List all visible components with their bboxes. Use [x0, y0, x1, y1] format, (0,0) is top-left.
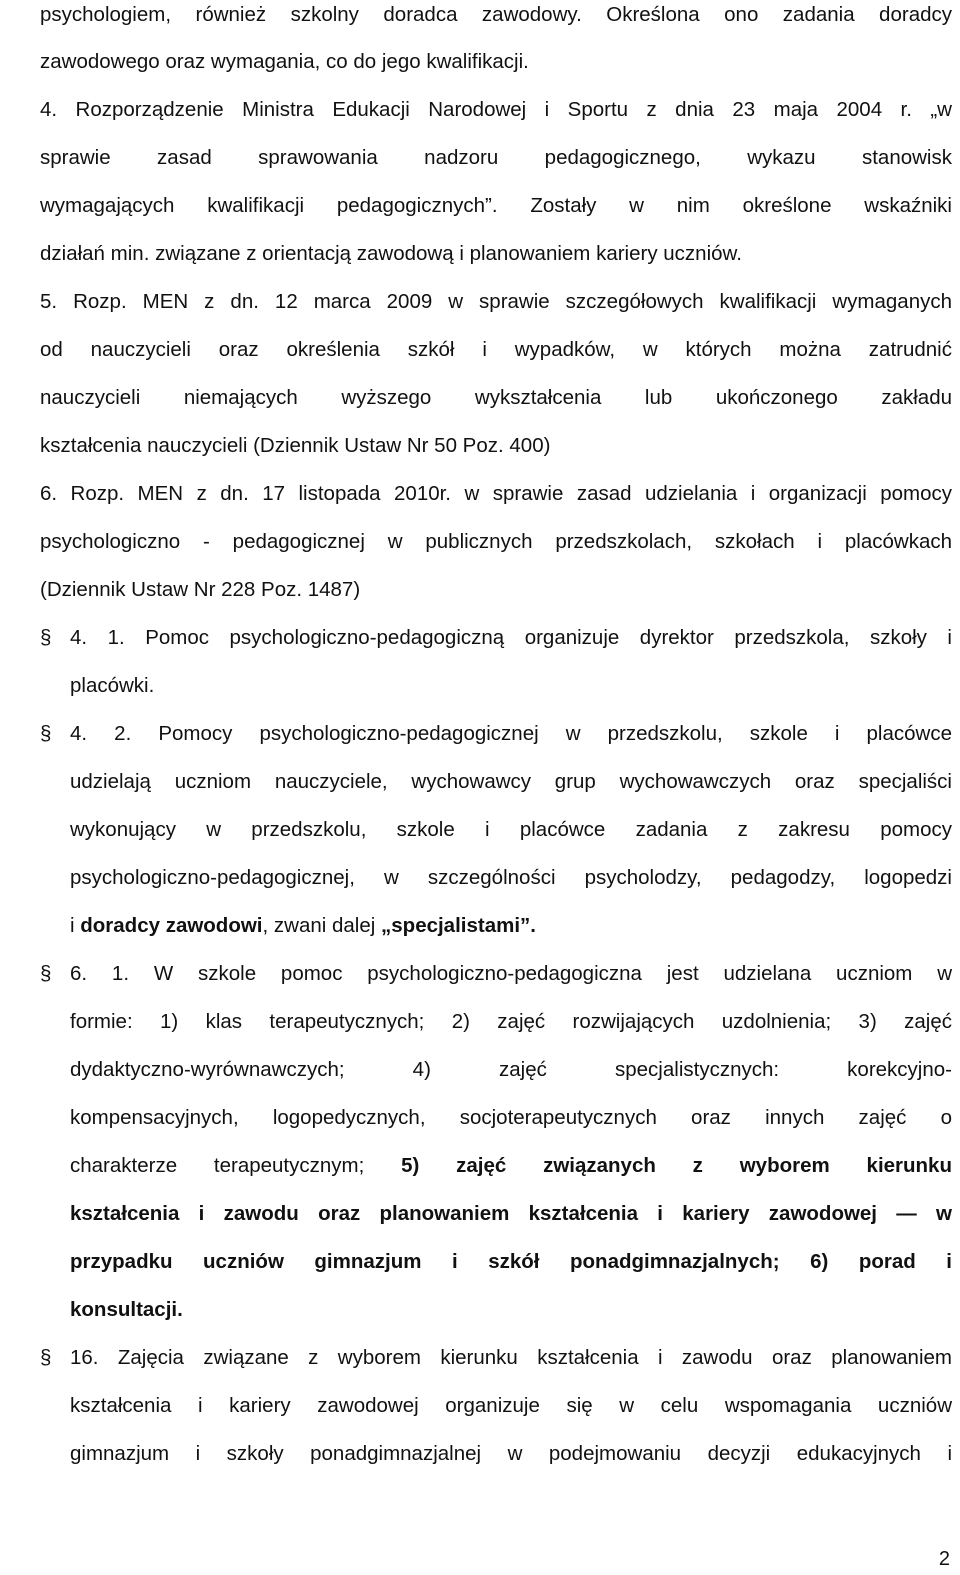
text-line: 16. Zajęcia związane z wyborem kierunku kształcenia i zawodu oraz planowaniem	[70, 1346, 952, 1369]
text-run: charakterze terapeutycznym;	[70, 1154, 402, 1177]
text-line: wymagających kwalifikacji pedagogicznych”. Zostały w nim określone wskaźniki	[40, 194, 952, 217]
text-line: kompensacyjnych, logopedycznych, socjoterapeutycznych oraz innych zajęć o	[70, 1106, 952, 1129]
section-sign: §	[40, 722, 52, 745]
text-line: placówki.	[70, 674, 155, 697]
text-line: formie: 1) klas terapeutycznych; 2) zajęć rozwijających uzdolnienia; 3) zajęć	[70, 1010, 952, 1033]
page-number: 2	[938, 1548, 950, 1570]
bold-text-line: konsultacji.	[70, 1298, 183, 1321]
text-line: gimnazjum i szkoły ponadgimnazjalnej w podejmowaniu decyzji edukacyjnych i	[70, 1442, 952, 1465]
text-line: 5. Rozp. MEN z dn. 12 marca 2009 w sprawie szczegółowych kwalifikacji wymaganych	[40, 290, 952, 313]
text-line: udzielają uczniom nauczyciele, wychowawcy grup wychowawczych oraz specjaliści	[70, 770, 952, 793]
text-line	[70, 1151, 952, 1181]
text-line: kształcenia i kariery zawodowej organizuje się w celu wspomagania uczniów	[70, 1394, 952, 1417]
text-line: psychologiczno - pedagogicznej w publicznych przedszkolach, szkołach i placówkach	[40, 530, 952, 553]
text-line: wykonujący w przedszkolu, szkole i placówce zadania z zakresu pomocy	[70, 818, 952, 841]
text-line: dydaktyczno-wyrównawczych; 4) zajęć specjalistycznych: korekcyjno-	[70, 1058, 952, 1081]
text-line: (Dziennik Ustaw Nr 228 Poz. 1487)	[40, 578, 361, 601]
text-run: , zwani dalej	[262, 914, 382, 937]
bold-text-line: przypadku uczniów gimnazjum i szkół ponadgimnazjalnych; 6) porad i	[70, 1250, 952, 1273]
bold-text-line: kształcenia i zawodu oraz planowaniem kształcenia i kariery zawodowej — w	[70, 1202, 952, 1225]
bold-text-run: „specjalistami”.	[381, 914, 536, 937]
text-line: od nauczycieli oraz określenia szkół i wypadków, w których można zatrudnić	[40, 338, 952, 361]
text-line: nauczycieli niemających wyższego wykształcenia lub ukończonego zakładu	[40, 386, 952, 409]
text-line: 4. 1. Pomoc psychologiczno-pedagogiczną organizuje dyrektor przedszkola, szkoły i	[70, 626, 952, 649]
text-line: psychologiczno-pedagogicznej, w szczególności psycholodzy, pedagodzy, logopedzi	[70, 866, 952, 889]
text-line: 6. 1. W szkole pomoc psychologiczno-pedagogiczna jest udzielana uczniom w	[70, 962, 952, 985]
section-sign: §	[40, 1346, 52, 1369]
bold-text-run: 5) zajęć związanych z wyborem kierunku	[401, 1154, 952, 1177]
text-line: kształcenia nauczycieli (Dziennik Ustaw Nr 50 Poz. 400)	[40, 434, 551, 457]
text-line: 4. 2. Pomocy psychologiczno-pedagogicznej w przedszkolu, szkole i placówce	[70, 722, 952, 745]
text-line: sprawie zasad sprawowania nadzoru pedagogicznego, wykazu stanowisk	[40, 146, 952, 169]
text-line: 4. Rozporządzenie Ministra Edukacji Narodowej i Sportu z dnia 23 maja 2004 r. „w	[40, 98, 952, 121]
text-line: psychologiem, również szkolny doradca zawodowy. Określona ono zadania doradcy	[40, 3, 952, 26]
text-run: i	[70, 914, 81, 937]
section-sign: §	[40, 626, 52, 649]
section-sign: §	[40, 962, 52, 985]
text-line: działań min. związane z orientacją zawodową i planowaniem kariery uczniów.	[40, 242, 742, 265]
text-line: 6. Rozp. MEN z dn. 17 listopada 2010r. w sprawie zasad udzielania i organizacji pomocy	[40, 482, 952, 505]
text-line: zawodowego oraz wymagania, co do jego kwalifikacji.	[40, 50, 529, 73]
text-line	[70, 911, 952, 941]
bold-text-run: doradcy zawodowi	[80, 914, 263, 937]
